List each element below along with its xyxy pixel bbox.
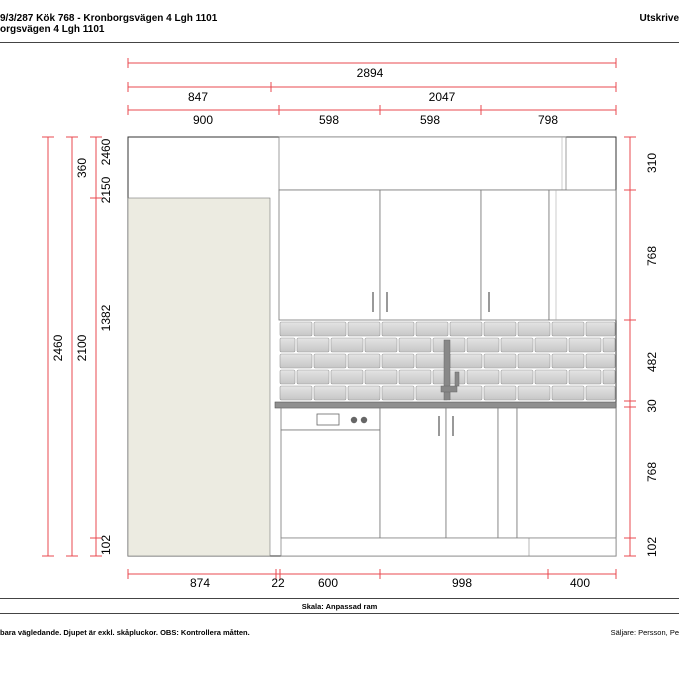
backsplash-tile	[501, 338, 533, 352]
backsplash-tile	[382, 354, 414, 368]
backsplash-tile	[416, 354, 448, 368]
backsplash-tile	[382, 386, 414, 400]
backsplash-tile	[365, 338, 397, 352]
dishwasher-knob-2	[361, 417, 367, 423]
drawing-subtitle: orgsvägen 4 Lgh 1101	[0, 24, 105, 35]
backsplash-tile	[280, 354, 312, 368]
backsplash-tile	[603, 370, 615, 384]
dim-top-row3-d: 798	[537, 113, 559, 127]
base-filler	[498, 408, 517, 538]
top-filler-panel	[279, 137, 566, 190]
backsplash-tile	[569, 338, 601, 352]
backsplash-tile	[382, 322, 414, 336]
dim-left-height-2150: 2150	[99, 176, 113, 204]
backsplash-tile	[484, 322, 516, 336]
backsplash-tile	[552, 322, 584, 336]
countertop	[275, 402, 616, 408]
wall-cabinet-door-2	[380, 190, 481, 320]
backsplash-tile	[348, 322, 380, 336]
backsplash-tile	[280, 386, 312, 400]
backsplash-tile	[331, 370, 363, 384]
dim-bottom-5: 400	[569, 576, 591, 590]
backsplash-tile	[535, 370, 567, 384]
backsplash-tile	[467, 338, 499, 352]
backsplash-tile	[501, 370, 533, 384]
dim-bottom-4: 998	[451, 576, 473, 590]
backsplash-tile	[399, 370, 431, 384]
backsplash-tile	[586, 386, 615, 400]
backsplash-tile	[399, 338, 431, 352]
backsplash-tile	[569, 370, 601, 384]
backsplash-tile	[518, 386, 550, 400]
dim-right-3: 482	[645, 351, 659, 373]
backsplash-tile	[331, 338, 363, 352]
wall-cabinet-door-3	[481, 190, 549, 320]
dim-left-height-2460: 2460	[99, 138, 113, 166]
dim-right-5: 768	[645, 461, 659, 483]
dim-top-row2-b: 2047	[428, 90, 456, 104]
dim-left-inner-bottom: 102	[99, 534, 113, 556]
dishwasher-knob-1	[351, 417, 357, 423]
backsplash-tile	[450, 322, 482, 336]
footer-rule-top	[0, 598, 679, 599]
backsplash-tile	[416, 322, 448, 336]
backsplash-tile	[297, 338, 329, 352]
dim-right-4: 30	[645, 399, 659, 413]
backsplash-tile	[586, 322, 615, 336]
dim-right-6: 102	[645, 536, 659, 558]
backsplash-tile	[365, 370, 397, 384]
wall-cabinet-side	[549, 190, 616, 320]
backsplash-tile	[280, 370, 295, 384]
backsplash-tile	[314, 354, 346, 368]
dim-left-inner-mid: 1382	[99, 304, 113, 332]
backsplash-tile	[314, 386, 346, 400]
dishwasher-door	[281, 430, 380, 538]
seller-label: Säljare: Persson, Pe	[610, 628, 679, 637]
backsplash-tile	[552, 354, 584, 368]
dim-left-outer: 2460	[51, 334, 65, 362]
drawing-title: 9/3/287 Kök 768 - Kronborgsvägen 4 Lgh 1101	[0, 13, 218, 24]
dim-top-row2-a: 847	[187, 90, 209, 104]
footer-rule-bottom	[0, 613, 679, 614]
backsplash-tile	[280, 322, 312, 336]
plinth	[281, 538, 616, 556]
backsplash-tile	[535, 338, 567, 352]
tall-side-panel	[128, 198, 270, 556]
backsplash-tile	[348, 354, 380, 368]
dim-top-row3-c: 598	[419, 113, 441, 127]
backsplash-tile	[467, 370, 499, 384]
backsplash-tile	[450, 354, 482, 368]
dim-bottom-1: 874	[189, 576, 211, 590]
backsplash-tile	[484, 386, 516, 400]
backsplash-tile	[586, 354, 615, 368]
dim-left-inner-top: 360	[75, 157, 89, 179]
dim-top-row3-b: 598	[318, 113, 340, 127]
backsplash-tile	[314, 322, 346, 336]
base-corner-cabinet	[517, 408, 616, 538]
backsplash-tile	[552, 386, 584, 400]
scale-label: Skala: Anpassad ram	[301, 602, 378, 611]
backsplash-tile	[518, 322, 550, 336]
kitchen-elevation	[128, 137, 616, 556]
dim-top-row3-a: 900	[192, 113, 214, 127]
backsplash-tile	[348, 386, 380, 400]
footer-note: bara vägledande. Djupet är exkl. skåpluckor. OBS: Kontrollera måtten.	[0, 628, 250, 637]
wall-cabinet-door-1	[279, 190, 380, 320]
backsplash-tile	[518, 354, 550, 368]
backsplash-tile	[603, 338, 615, 352]
printed-label: Utskrive	[639, 13, 679, 24]
dim-right-1: 310	[645, 152, 659, 174]
dim-right-2: 768	[645, 245, 659, 267]
dishwasher-display	[317, 414, 339, 425]
dim-left-mid: 2100	[75, 334, 89, 362]
dim-bottom-3: 600	[317, 576, 339, 590]
base-cabinet-door-1	[380, 408, 446, 538]
dim-bottom-2: 22	[271, 576, 285, 590]
backsplash-tile	[297, 370, 329, 384]
backsplash-tile	[280, 338, 295, 352]
dim-top-total: 2894	[356, 66, 384, 80]
backsplash-tile	[484, 354, 516, 368]
